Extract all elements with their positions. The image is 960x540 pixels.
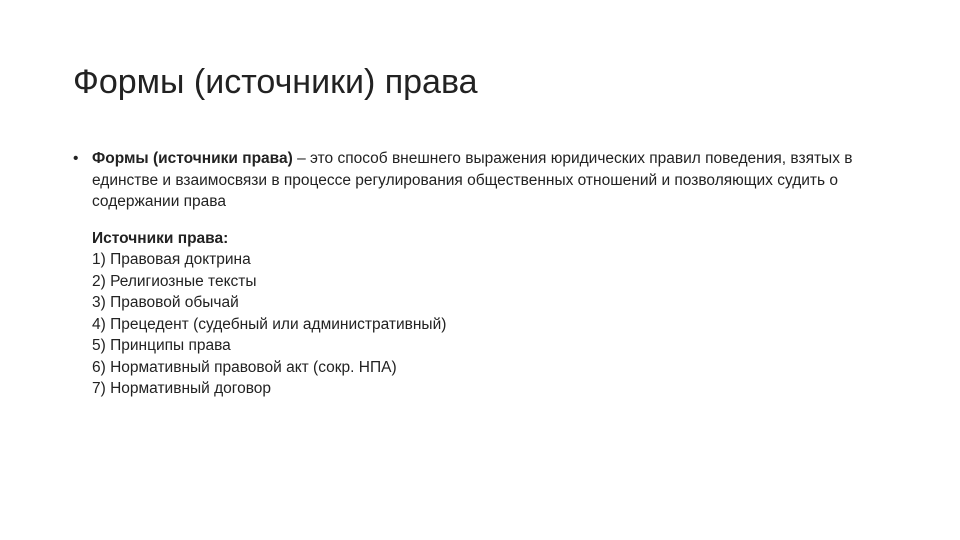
definition-text: – это способ внешнего выражения юридических правил поведения, взятых в единстве и взаимосвязи в процессе регулирования общественных отношений и позволяющих судить о содержании права	[92, 150, 853, 210]
sources-heading: Источники права:	[92, 229, 229, 247]
bullet-marker: •	[73, 150, 79, 167]
list-item: 4) Прецедент (судебный или административный)	[92, 315, 447, 333]
slide-content	[73, 148, 873, 400]
list-item: 7) Нормативный договор	[92, 380, 272, 397]
definition-bullet	[73, 148, 873, 213]
list-item: 6) Нормативный правовой акт (сокр. НПА)	[92, 358, 397, 376]
list-item: 5) Принципы права	[92, 337, 231, 354]
sources-list	[73, 228, 873, 400]
list-item: 1) Правовая доктрина	[92, 251, 251, 268]
list-item: 2) Религиозные тексты	[92, 272, 257, 290]
slide-title: Формы (источники) права	[73, 63, 478, 101]
list-item: 3) Правовой обычай	[92, 294, 239, 311]
definition-term: Формы (источники права)	[92, 150, 293, 167]
